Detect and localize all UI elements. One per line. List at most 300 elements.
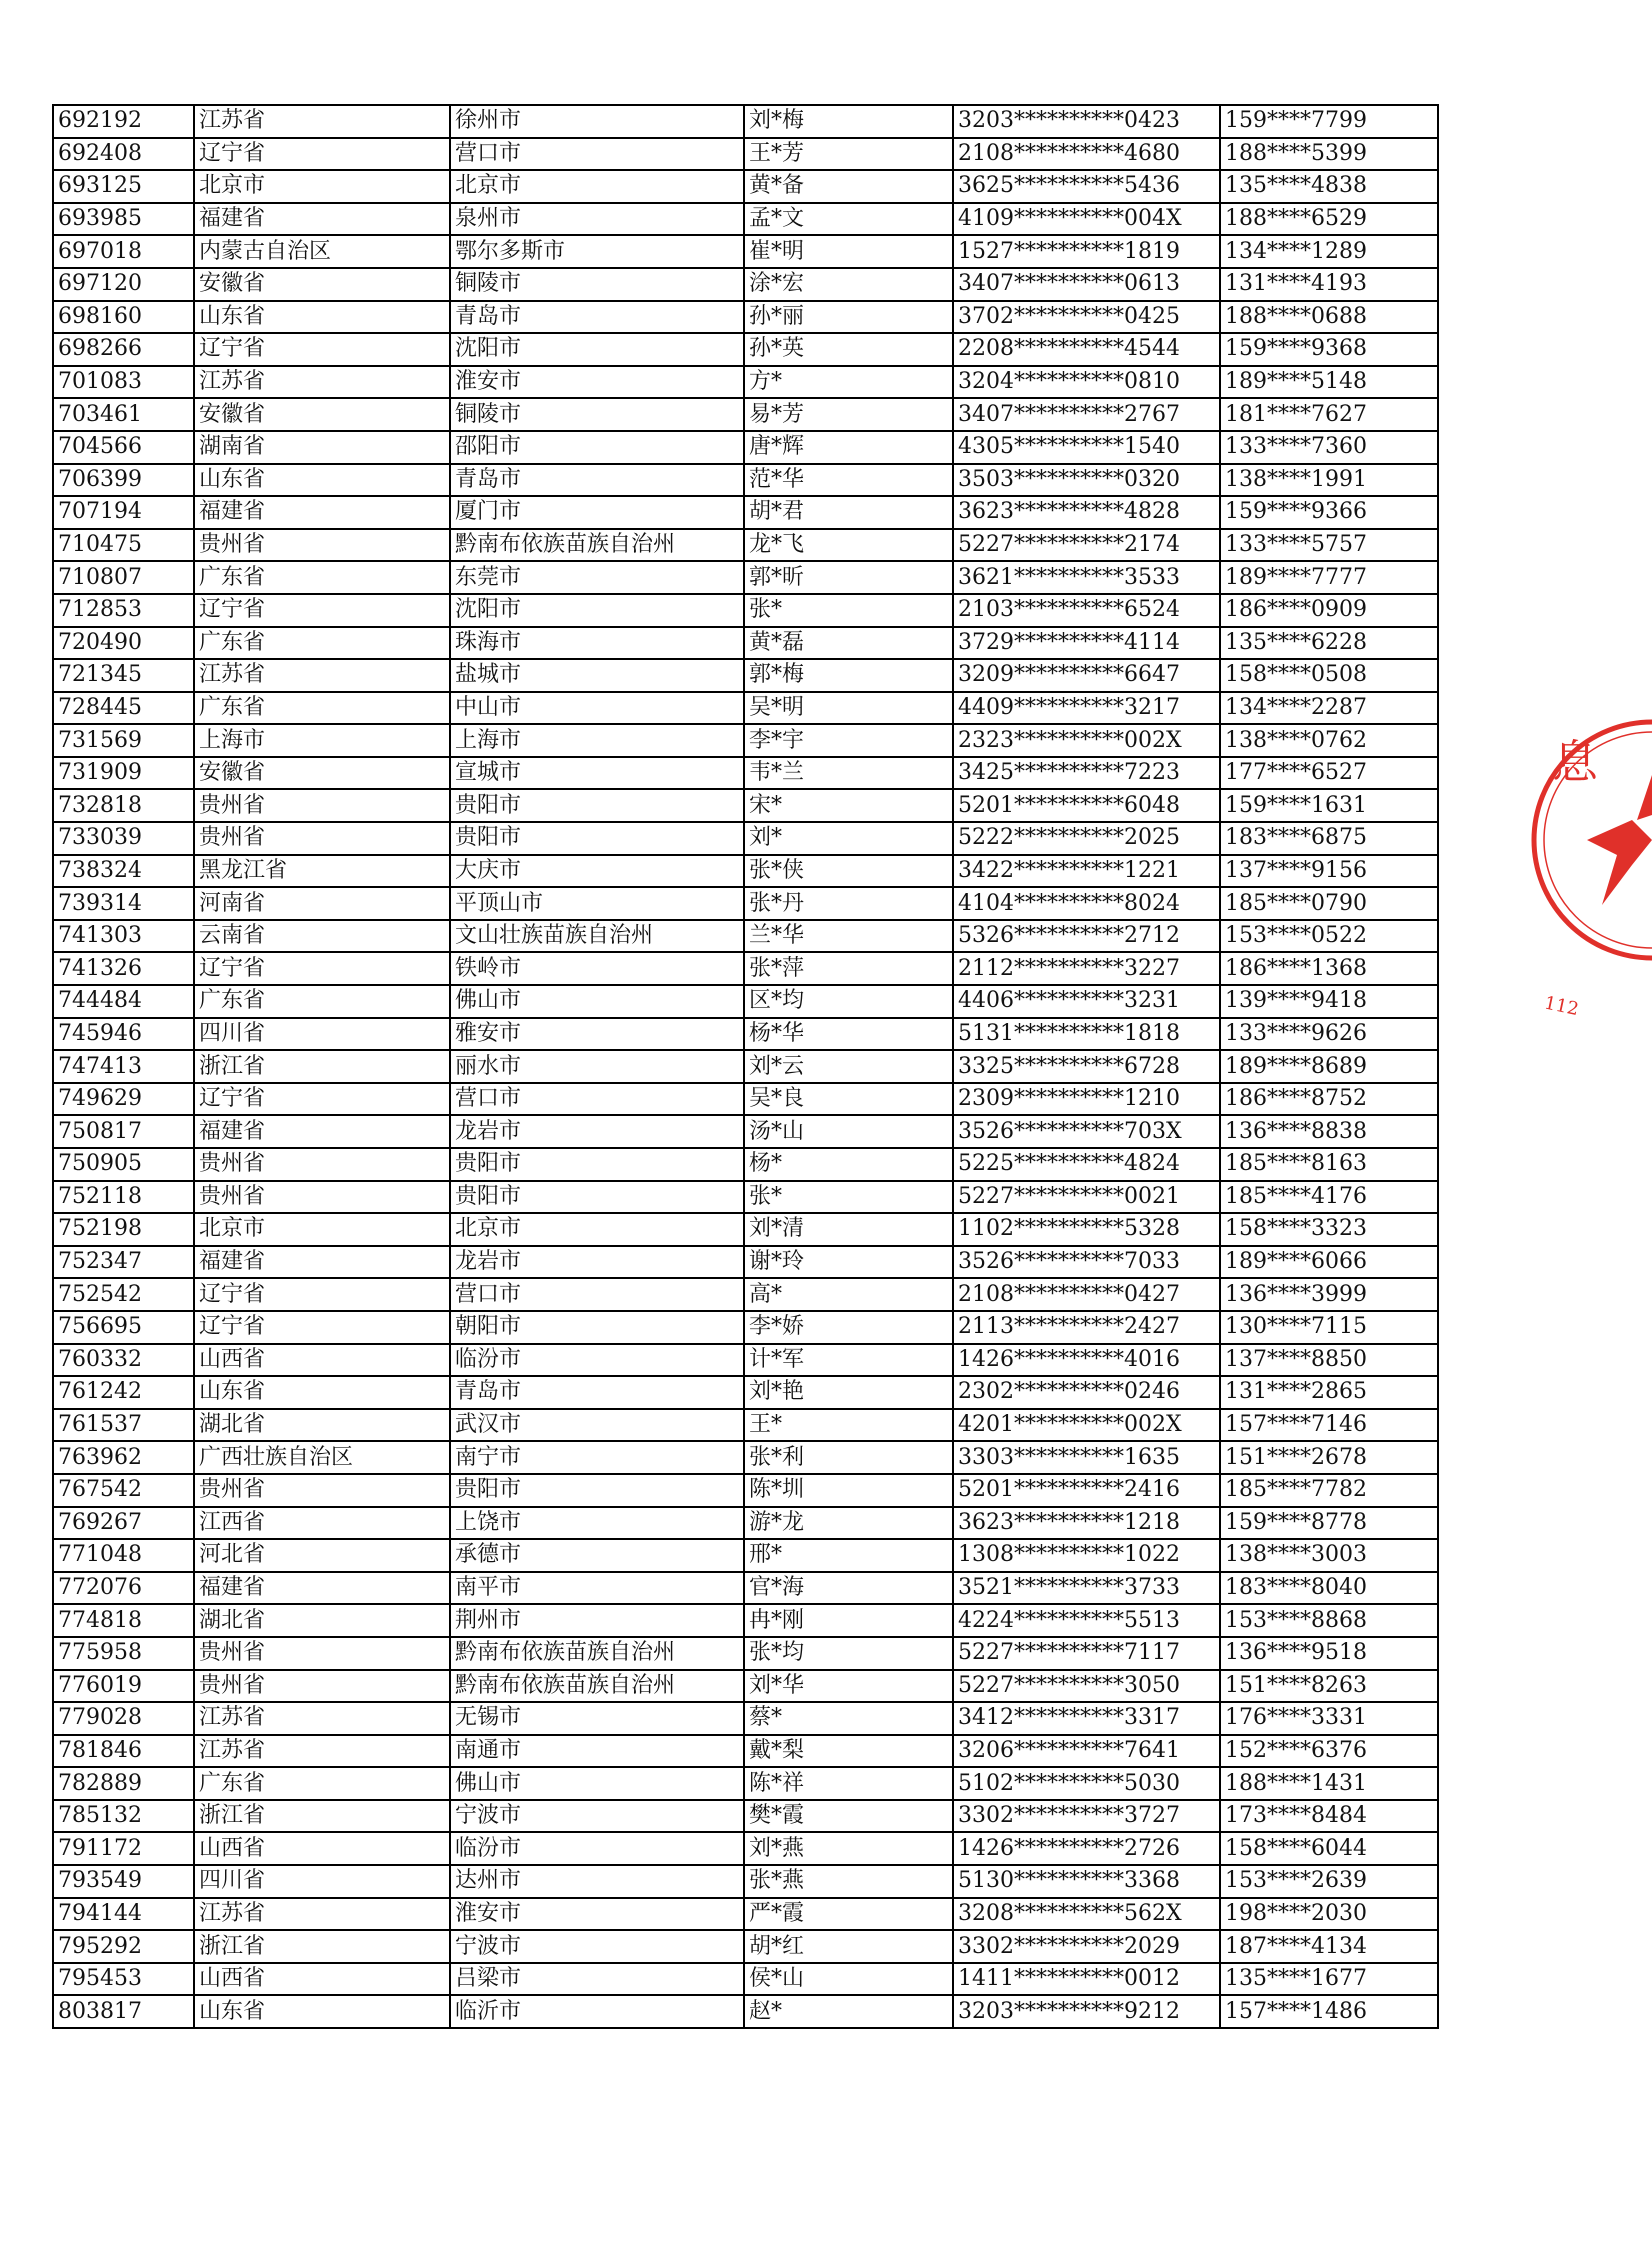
cell-name: 计*军	[744, 1344, 953, 1377]
table-row	[53, 659, 1438, 692]
cell-id-number: 3208**********562X	[953, 1898, 1220, 1931]
cell-record-id: 710807	[53, 561, 194, 594]
cell-city: 无锡市	[450, 1702, 744, 1735]
cell-phone: 176****3331	[1220, 1702, 1438, 1735]
table-row	[53, 1735, 1438, 1768]
cell-city: 承德市	[450, 1539, 744, 1572]
cell-phone: 131****4193	[1220, 268, 1438, 301]
cell-id-number: 3702**********0425	[953, 301, 1220, 334]
cell-phone: 186****1368	[1220, 952, 1438, 985]
cell-id-number: 3407**********0613	[953, 268, 1220, 301]
cell-id-number: 3203**********9212	[953, 1995, 1220, 2028]
cell-phone: 136****8838	[1220, 1115, 1438, 1148]
cell-name: 范*华	[744, 464, 953, 497]
cell-name: 樊*霞	[744, 1800, 953, 1833]
cell-name: 高*	[744, 1278, 953, 1311]
cell-id-number: 3412**********3317	[953, 1702, 1220, 1735]
cell-phone: 189****7777	[1220, 561, 1438, 594]
cell-province: 贵州省	[194, 1181, 450, 1214]
cell-name: 龙*飞	[744, 529, 953, 562]
cell-province: 福建省	[194, 1115, 450, 1148]
cell-phone: 157****1486	[1220, 1995, 1438, 2028]
cell-city: 沈阳市	[450, 594, 744, 627]
table-row	[53, 1278, 1438, 1311]
cell-name: 孙*丽	[744, 301, 953, 334]
table-row	[53, 757, 1438, 790]
table-row	[53, 1441, 1438, 1474]
cell-record-id: 707194	[53, 496, 194, 529]
cell-province: 河北省	[194, 1539, 450, 1572]
table-row	[53, 1246, 1438, 1279]
table-row	[53, 887, 1438, 920]
cell-province: 江苏省	[194, 1702, 450, 1735]
table-row	[53, 920, 1438, 953]
cell-record-id: 756695	[53, 1311, 194, 1344]
cell-record-id: 795292	[53, 1930, 194, 1963]
table-row	[53, 627, 1438, 660]
cell-city: 临汾市	[450, 1832, 744, 1865]
cell-province: 江苏省	[194, 105, 450, 138]
cell-city: 黔南布依族苗族自治州	[450, 529, 744, 562]
cell-phone: 136****3999	[1220, 1278, 1438, 1311]
cell-id-number: 4305**********1540	[953, 431, 1220, 464]
cell-city: 沈阳市	[450, 333, 744, 366]
cell-province: 四川省	[194, 1018, 450, 1051]
cell-phone: 181****7627	[1220, 398, 1438, 431]
cell-phone: 159****8778	[1220, 1507, 1438, 1540]
cell-name: 赵*	[744, 1995, 953, 2028]
table-row	[53, 1670, 1438, 1703]
cell-province: 贵州省	[194, 1148, 450, 1181]
cell-name: 涂*宏	[744, 268, 953, 301]
table-row	[53, 952, 1438, 985]
table-row	[53, 1930, 1438, 1963]
cell-province: 辽宁省	[194, 594, 450, 627]
table-row	[53, 301, 1438, 334]
cell-id-number: 3204**********0810	[953, 366, 1220, 399]
cell-phone: 183****8040	[1220, 1572, 1438, 1605]
cell-record-id: 793549	[53, 1865, 194, 1898]
cell-record-id: 776019	[53, 1670, 194, 1703]
cell-phone: 133****5757	[1220, 529, 1438, 562]
cell-province: 福建省	[194, 496, 450, 529]
cell-province: 广东省	[194, 561, 450, 594]
cell-province: 河南省	[194, 887, 450, 920]
table-row	[53, 1213, 1438, 1246]
cell-province: 山东省	[194, 464, 450, 497]
cell-province: 山东省	[194, 301, 450, 334]
cell-id-number: 5201**********2416	[953, 1474, 1220, 1507]
table-row	[53, 1865, 1438, 1898]
cell-record-id: 703461	[53, 398, 194, 431]
cell-phone: 198****2030	[1220, 1898, 1438, 1931]
cell-province: 江苏省	[194, 366, 450, 399]
table-row	[53, 1474, 1438, 1507]
cell-province: 广东省	[194, 1767, 450, 1800]
cell-phone: 185****7782	[1220, 1474, 1438, 1507]
cell-name: 戴*梨	[744, 1735, 953, 1768]
cell-record-id: 745946	[53, 1018, 194, 1051]
cell-id-number: 5102**********5030	[953, 1767, 1220, 1800]
table-body	[53, 105, 1438, 2028]
cell-record-id: 692192	[53, 105, 194, 138]
cell-record-id: 774818	[53, 1604, 194, 1637]
cell-id-number: 3425**********7223	[953, 757, 1220, 790]
cell-record-id: 693985	[53, 203, 194, 236]
cell-record-id: 767542	[53, 1474, 194, 1507]
table-row	[53, 1409, 1438, 1442]
table-row	[53, 1963, 1438, 1996]
cell-name: 严*霞	[744, 1898, 953, 1931]
cell-phone: 159****9368	[1220, 333, 1438, 366]
cell-city: 佛山市	[450, 985, 744, 1018]
cell-city: 佛山市	[450, 1767, 744, 1800]
cell-province: 广西壮族自治区	[194, 1441, 450, 1474]
cell-id-number: 3422**********1221	[953, 855, 1220, 888]
cell-id-number: 5227**********2174	[953, 529, 1220, 562]
cell-id-number: 3325**********6728	[953, 1050, 1220, 1083]
cell-id-number: 2108**********4680	[953, 138, 1220, 171]
cell-record-id: 760332	[53, 1344, 194, 1377]
cell-name: 崔*明	[744, 235, 953, 268]
cell-province: 福建省	[194, 203, 450, 236]
cell-record-id: 761537	[53, 1409, 194, 1442]
cell-province: 山东省	[194, 1995, 450, 2028]
cell-city: 东莞市	[450, 561, 744, 594]
cell-id-number: 1426**********2726	[953, 1832, 1220, 1865]
cell-record-id: 750817	[53, 1115, 194, 1148]
cell-province: 贵州省	[194, 822, 450, 855]
cell-id-number: 5225**********4824	[953, 1148, 1220, 1181]
cell-name: 游*龙	[744, 1507, 953, 1540]
cell-id-number: 1426**********4016	[953, 1344, 1220, 1377]
cell-name: 陈*祥	[744, 1767, 953, 1800]
cell-city: 青岛市	[450, 1376, 744, 1409]
cell-id-number: 5326**********2712	[953, 920, 1220, 953]
table-row	[53, 496, 1438, 529]
cell-name: 张*侠	[744, 855, 953, 888]
cell-city: 北京市	[450, 1213, 744, 1246]
table-row	[53, 1702, 1438, 1735]
cell-record-id: 747413	[53, 1050, 194, 1083]
cell-name: 黄*磊	[744, 627, 953, 660]
cell-phone: 189****8689	[1220, 1050, 1438, 1083]
cell-name: 张*燕	[744, 1865, 953, 1898]
cell-record-id: 741303	[53, 920, 194, 953]
cell-province: 浙江省	[194, 1050, 450, 1083]
table-row	[53, 1995, 1438, 2028]
cell-city: 龙岩市	[450, 1246, 744, 1279]
cell-province: 辽宁省	[194, 1311, 450, 1344]
cell-province: 福建省	[194, 1572, 450, 1605]
cell-record-id: 785132	[53, 1800, 194, 1833]
cell-city: 平顶山市	[450, 887, 744, 920]
cell-id-number: 3206**********7641	[953, 1735, 1220, 1768]
cell-record-id: 721345	[53, 659, 194, 692]
cell-phone: 153****0522	[1220, 920, 1438, 953]
table-row	[53, 1115, 1438, 1148]
cell-id-number: 4224**********5513	[953, 1604, 1220, 1637]
cell-id-number: 5201**********6048	[953, 789, 1220, 822]
cell-city: 厦门市	[450, 496, 744, 529]
cell-phone: 131****2865	[1220, 1376, 1438, 1409]
cell-city: 南平市	[450, 1572, 744, 1605]
cell-id-number: 2113**********2427	[953, 1311, 1220, 1344]
table-row	[53, 105, 1438, 138]
cell-record-id: 769267	[53, 1507, 194, 1540]
cell-city: 营口市	[450, 1278, 744, 1311]
cell-province: 辽宁省	[194, 1083, 450, 1116]
cell-city: 鄂尔多斯市	[450, 235, 744, 268]
cell-city: 铜陵市	[450, 268, 744, 301]
cell-name: 刘*	[744, 822, 953, 855]
cell-city: 盐城市	[450, 659, 744, 692]
cell-phone: 183****6875	[1220, 822, 1438, 855]
cell-province: 湖南省	[194, 431, 450, 464]
cell-name: 兰*华	[744, 920, 953, 953]
cell-name: 刘*燕	[744, 1832, 953, 1865]
cell-province: 浙江省	[194, 1930, 450, 1963]
cell-city: 贵阳市	[450, 1474, 744, 1507]
cell-name: 孙*英	[744, 333, 953, 366]
table-row	[53, 235, 1438, 268]
cell-name: 杨*华	[744, 1018, 953, 1051]
table-row	[53, 1604, 1438, 1637]
table-row	[53, 431, 1438, 464]
cell-province: 辽宁省	[194, 333, 450, 366]
cell-record-id: 697018	[53, 235, 194, 268]
table-row	[53, 1572, 1438, 1605]
cell-province: 广东省	[194, 692, 450, 725]
cell-record-id: 752347	[53, 1246, 194, 1279]
cell-record-id: 749629	[53, 1083, 194, 1116]
table-row	[53, 268, 1438, 301]
cell-id-number: 5131**********1818	[953, 1018, 1220, 1051]
cell-id-number: 3302**********3727	[953, 1800, 1220, 1833]
cell-phone: 187****4134	[1220, 1930, 1438, 1963]
cell-name: 黄*备	[744, 170, 953, 203]
cell-province: 江西省	[194, 1507, 450, 1540]
cell-name: 刘*艳	[744, 1376, 953, 1409]
cell-province: 湖北省	[194, 1604, 450, 1637]
cell-city: 贵阳市	[450, 1181, 744, 1214]
cell-province: 安徽省	[194, 268, 450, 301]
cell-province: 福建省	[194, 1246, 450, 1279]
cell-phone: 186****8752	[1220, 1083, 1438, 1116]
cell-phone: 152****6376	[1220, 1735, 1438, 1768]
table-row	[53, 561, 1438, 594]
cell-record-id: 731569	[53, 724, 194, 757]
cell-record-id: 791172	[53, 1832, 194, 1865]
cell-city: 珠海市	[450, 627, 744, 660]
cell-name: 张*均	[744, 1637, 953, 1670]
cell-city: 黔南布依族苗族自治州	[450, 1670, 744, 1703]
cell-name: 刘*华	[744, 1670, 953, 1703]
cell-phone: 138****0762	[1220, 724, 1438, 757]
cell-phone: 185****4176	[1220, 1181, 1438, 1214]
cell-province: 内蒙古自治区	[194, 235, 450, 268]
cell-id-number: 2323**********002X	[953, 724, 1220, 757]
table-row	[53, 1018, 1438, 1051]
cell-city: 吕梁市	[450, 1963, 744, 1996]
cell-id-number: 1527**********1819	[953, 235, 1220, 268]
cell-record-id: 698266	[53, 333, 194, 366]
red-seal-stamp	[1532, 690, 1652, 1050]
cell-name: 李*娇	[744, 1311, 953, 1344]
cell-record-id: 710475	[53, 529, 194, 562]
cell-id-number: 3209**********6647	[953, 659, 1220, 692]
cell-name: 王*	[744, 1409, 953, 1442]
cell-id-number: 5130**********3368	[953, 1865, 1220, 1898]
cell-city: 贵阳市	[450, 822, 744, 855]
table-row	[53, 529, 1438, 562]
cell-phone: 189****6066	[1220, 1246, 1438, 1279]
cell-phone: 134****1289	[1220, 235, 1438, 268]
cell-id-number: 3623**********4828	[953, 496, 1220, 529]
cell-record-id: 752542	[53, 1278, 194, 1311]
cell-name: 王*芳	[744, 138, 953, 171]
cell-city: 淮安市	[450, 366, 744, 399]
cell-name: 张*利	[744, 1441, 953, 1474]
cell-phone: 133****9626	[1220, 1018, 1438, 1051]
cell-city: 朝阳市	[450, 1311, 744, 1344]
table-row	[53, 398, 1438, 431]
cell-id-number: 4406**********3231	[953, 985, 1220, 1018]
cell-phone: 137****9156	[1220, 855, 1438, 888]
cell-province: 江苏省	[194, 659, 450, 692]
cell-name: 李*宇	[744, 724, 953, 757]
cell-city: 淮安市	[450, 1898, 744, 1931]
cell-city: 北京市	[450, 170, 744, 203]
cell-city: 营口市	[450, 138, 744, 171]
cell-province: 山西省	[194, 1344, 450, 1377]
cell-province: 山西省	[194, 1963, 450, 1996]
cell-phone: 188****6529	[1220, 203, 1438, 236]
cell-phone: 153****2639	[1220, 1865, 1438, 1898]
cell-phone: 135****1677	[1220, 1963, 1438, 1996]
cell-name: 冉*刚	[744, 1604, 953, 1637]
cell-city: 文山壮族苗族自治州	[450, 920, 744, 953]
cell-city: 宁波市	[450, 1800, 744, 1833]
cell-city: 黔南布依族苗族自治州	[450, 1637, 744, 1670]
cell-city: 上海市	[450, 724, 744, 757]
cell-city: 大庆市	[450, 855, 744, 888]
cell-phone: 186****0909	[1220, 594, 1438, 627]
cell-phone: 138****3003	[1220, 1539, 1438, 1572]
cell-phone: 135****4838	[1220, 170, 1438, 203]
cell-city: 上饶市	[450, 1507, 744, 1540]
cell-province: 云南省	[194, 920, 450, 953]
cell-id-number: 3302**********2029	[953, 1930, 1220, 1963]
cell-phone: 185****8163	[1220, 1148, 1438, 1181]
cell-city: 徐州市	[450, 105, 744, 138]
cell-province: 辽宁省	[194, 952, 450, 985]
cell-name: 张*	[744, 594, 953, 627]
cell-id-number: 1102**********5328	[953, 1213, 1220, 1246]
cell-record-id: 731909	[53, 757, 194, 790]
cell-record-id: 750905	[53, 1148, 194, 1181]
cell-phone: 137****8850	[1220, 1344, 1438, 1377]
cell-city: 南通市	[450, 1735, 744, 1768]
cell-record-id: 779028	[53, 1702, 194, 1735]
cell-name: 方*	[744, 366, 953, 399]
cell-id-number: 4409**********3217	[953, 692, 1220, 725]
cell-record-id: 698160	[53, 301, 194, 334]
cell-name: 吴*明	[744, 692, 953, 725]
cell-province: 辽宁省	[194, 1278, 450, 1311]
table-row	[53, 1767, 1438, 1800]
cell-city: 荆州市	[450, 1604, 744, 1637]
cell-id-number: 3203**********0423	[953, 105, 1220, 138]
cell-record-id: 692408	[53, 138, 194, 171]
cell-id-number: 3521**********3733	[953, 1572, 1220, 1605]
table-row	[53, 1507, 1438, 1540]
cell-city: 龙岩市	[450, 1115, 744, 1148]
cell-province: 广东省	[194, 985, 450, 1018]
cell-city: 中山市	[450, 692, 744, 725]
table-row	[53, 1050, 1438, 1083]
cell-phone: 159****9366	[1220, 496, 1438, 529]
cell-phone: 159****7799	[1220, 105, 1438, 138]
cell-record-id: 752118	[53, 1181, 194, 1214]
cell-phone: 158****6044	[1220, 1832, 1438, 1865]
cell-record-id: 732818	[53, 789, 194, 822]
cell-record-id: 733039	[53, 822, 194, 855]
cell-id-number: 2302**********0246	[953, 1376, 1220, 1409]
table-row	[53, 1344, 1438, 1377]
cell-province: 四川省	[194, 1865, 450, 1898]
cell-id-number: 3621**********3533	[953, 561, 1220, 594]
table-row	[53, 1376, 1438, 1409]
table-row	[53, 1898, 1438, 1931]
cell-record-id: 772076	[53, 1572, 194, 1605]
cell-phone: 159****1631	[1220, 789, 1438, 822]
cell-id-number: 3407**********2767	[953, 398, 1220, 431]
cell-id-number: 5222**********2025	[953, 822, 1220, 855]
table-row	[53, 203, 1438, 236]
cell-id-number: 3526**********7033	[953, 1246, 1220, 1279]
cell-name: 蔡*	[744, 1702, 953, 1735]
cell-id-number: 2208**********4544	[953, 333, 1220, 366]
cell-name: 张*	[744, 1181, 953, 1214]
cell-phone: 151****8263	[1220, 1670, 1438, 1703]
cell-record-id: 744484	[53, 985, 194, 1018]
cell-phone: 136****9518	[1220, 1637, 1438, 1670]
cell-city: 武汉市	[450, 1409, 744, 1442]
table-row	[53, 170, 1438, 203]
table-row	[53, 1148, 1438, 1181]
cell-id-number: 3503**********0320	[953, 464, 1220, 497]
cell-city: 宣城市	[450, 757, 744, 790]
cell-record-id: 771048	[53, 1539, 194, 1572]
cell-name: 唐*辉	[744, 431, 953, 464]
cell-id-number: 2309**********1210	[953, 1083, 1220, 1116]
cell-city: 临汾市	[450, 1344, 744, 1377]
cell-province: 安徽省	[194, 398, 450, 431]
table-row	[53, 1181, 1438, 1214]
cell-name: 郭*梅	[744, 659, 953, 692]
cell-id-number: 3729**********4114	[953, 627, 1220, 660]
cell-name: 侯*山	[744, 1963, 953, 1996]
cell-city: 青岛市	[450, 464, 744, 497]
cell-phone: 153****8868	[1220, 1604, 1438, 1637]
cell-province: 湖北省	[194, 1409, 450, 1442]
cell-name: 刘*清	[744, 1213, 953, 1246]
table-row	[53, 1832, 1438, 1865]
cell-phone: 173****8484	[1220, 1800, 1438, 1833]
table-row	[53, 1083, 1438, 1116]
table-row	[53, 1539, 1438, 1572]
